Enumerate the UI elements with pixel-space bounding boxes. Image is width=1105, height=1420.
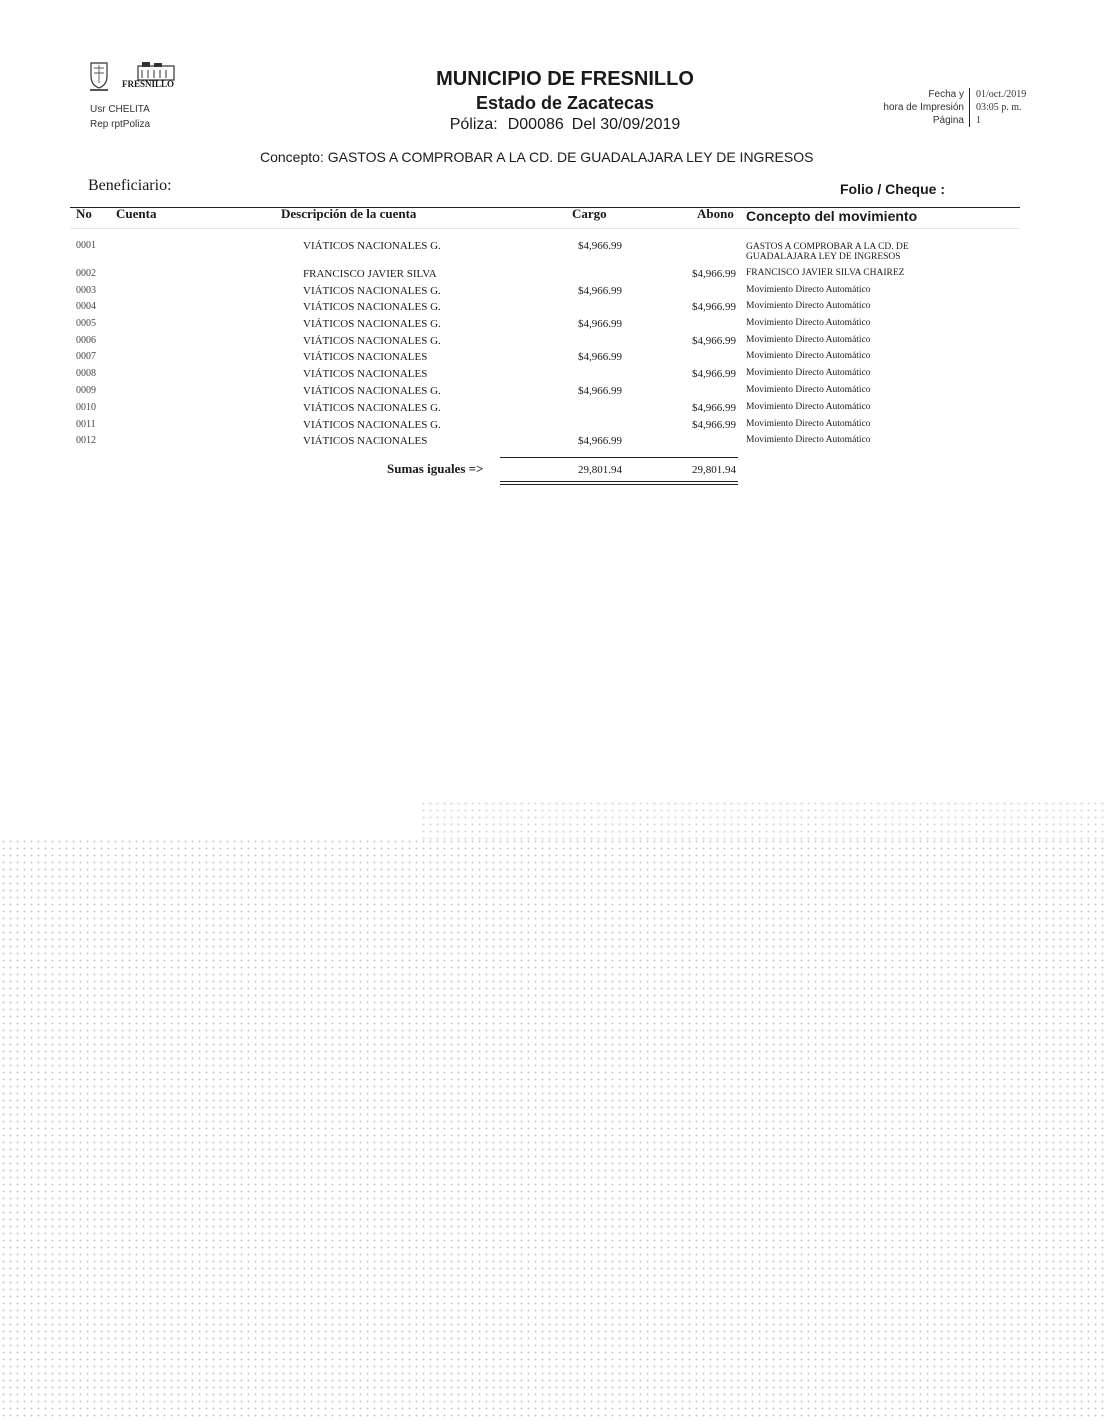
totals-double-rule-upper (500, 481, 738, 482)
scan-dot-pattern-strip (420, 800, 1105, 840)
row-description: VIÁTICOS NACIONALES G. (303, 335, 441, 347)
row-concepto: Movimiento Directo Automático (746, 285, 871, 295)
row-concepto: Movimiento Directo Automático (746, 301, 871, 311)
table-row (0, 435, 1105, 451)
row-description: VIÁTICOS NACIONALES G. (303, 385, 441, 397)
row-abono: $4,966.99 (692, 268, 736, 280)
table-row (0, 419, 1105, 435)
row-no: 0007 (76, 351, 96, 362)
row-description: VIÁTICOS NACIONALES G. (303, 402, 441, 414)
row-concepto: Movimiento Directo Automático (746, 318, 871, 328)
poliza-number: D00086 (507, 116, 564, 133)
row-abono: $4,966.99 (692, 419, 736, 431)
print-time-label: hora de Impresión (883, 102, 964, 113)
row-no: 0005 (76, 318, 96, 329)
row-abono: $4,966.99 (692, 368, 736, 380)
table-row (0, 402, 1105, 418)
row-cargo: $4,966.99 (578, 285, 622, 297)
totals-label: Sumas iguales => (387, 461, 484, 476)
column-header-cargo: Cargo (572, 206, 607, 221)
page-title: MUNICIPIO DE FRESNILLO (436, 68, 694, 90)
page-label: Página (932, 115, 964, 126)
total-cargo: 29,801.94 (578, 464, 622, 476)
row-no: 0002 (76, 268, 96, 279)
page-subtitle: Estado de Zacatecas (475, 93, 655, 113)
row-cargo: $4,966.99 (578, 385, 622, 397)
row-description: VIÁTICOS NACIONALES (303, 351, 428, 363)
row-description: VIÁTICOS NACIONALES G. (303, 285, 441, 297)
row-no: 0010 (76, 402, 96, 413)
row-no: 0012 (76, 435, 96, 446)
row-description: VIÁTICOS NACIONALES (303, 435, 428, 447)
table-row (0, 318, 1105, 334)
report-label: Rep rptPoliza (90, 119, 151, 130)
row-cargo: $4,966.99 (578, 435, 622, 447)
column-header-no: No (76, 206, 92, 221)
table-row (0, 301, 1105, 317)
concepto-line: Concepto: GASTOS A COMPROBAR A LA CD. DE GUADALAJARA LEY DE INGRESOS (260, 149, 814, 165)
coat-of-arms-icon (88, 60, 188, 96)
folio-label: Folio / Cheque : (840, 181, 945, 197)
poliza-label: Póliza: (449, 116, 498, 133)
totals-double-rule-lower (500, 484, 738, 485)
row-description: VIÁTICOS NACIONALES G. (303, 301, 441, 313)
row-abono: $4,966.99 (692, 402, 736, 414)
column-header-abono: Abono (697, 206, 734, 221)
row-concepto: Movimiento Directo Automático (746, 419, 871, 429)
row-no: 0001 (76, 240, 96, 251)
row-concepto: Movimiento Directo Automático (746, 402, 871, 412)
print-info-divider (969, 88, 970, 127)
row-description: VIÁTICOS NACIONALES G. (303, 419, 441, 431)
page-number: 1 (976, 115, 981, 126)
row-cargo: $4,966.99 (578, 240, 622, 252)
row-abono: $4,966.99 (692, 335, 736, 347)
beneficiario-label: Beneficiario: (88, 177, 172, 194)
print-date: 01/oct./2019 (976, 89, 1027, 100)
row-description: VIÁTICOS NACIONALES G. (303, 318, 441, 330)
column-header-cuenta: Cuenta (116, 206, 157, 221)
table-row (0, 285, 1105, 301)
print-info-values (976, 88, 1056, 127)
column-header-concepto: Concepto del movimiento (746, 208, 918, 224)
user-label: Usr CHELITA (90, 104, 150, 115)
row-no: 0004 (76, 301, 96, 312)
row-no: 0006 (76, 335, 96, 346)
row-concepto: Movimiento Directo Automático (746, 435, 871, 445)
row-concepto: Movimiento Directo Automático (746, 351, 871, 361)
row-concepto: Movimiento Directo Automático (746, 368, 871, 378)
municipal-logos (88, 60, 188, 96)
row-no: 0011 (76, 419, 96, 430)
table-row (0, 240, 1105, 262)
print-info-labels (860, 88, 964, 127)
row-description: FRANCISCO JAVIER SILVA (303, 268, 437, 280)
row-abono: $4,966.99 (692, 301, 736, 313)
totals-top-rule (500, 457, 738, 458)
logo-text: FRESNILLO (122, 79, 175, 89)
row-no: 0003 (76, 285, 96, 296)
total-abono: 29,801.94 (692, 464, 736, 476)
table-row (0, 268, 1105, 284)
row-concepto: GASTOS A COMPROBAR A LA CD. DE GUADALAJARA LEY DE INGRESOS (746, 242, 909, 262)
row-concepto: FRANCISCO JAVIER SILVA CHAIREZ (746, 268, 905, 278)
scan-dot-pattern (0, 838, 1105, 1420)
table-row (0, 351, 1105, 367)
row-no: 0008 (76, 368, 96, 379)
print-time: 03:05 p. m. (976, 102, 1022, 113)
print-date-label: Fecha y (928, 89, 964, 100)
poliza-date: Del 30/09/2019 (571, 116, 681, 133)
poliza-line (320, 116, 810, 134)
row-description: VIÁTICOS NACIONALES (303, 368, 428, 380)
row-cargo: $4,966.99 (578, 351, 622, 363)
row-description: VIÁTICOS NACIONALES G. (303, 240, 441, 252)
table-row (0, 368, 1105, 384)
row-concepto: Movimiento Directo Automático (746, 385, 871, 395)
table-header-underline (70, 228, 1020, 229)
column-header-descripcion: Descripción de la cuenta (281, 206, 417, 221)
row-no: 0009 (76, 385, 96, 396)
table-row (0, 335, 1105, 351)
row-concepto: Movimiento Directo Automático (746, 335, 871, 345)
table-row (0, 385, 1105, 401)
row-cargo: $4,966.99 (578, 318, 622, 330)
